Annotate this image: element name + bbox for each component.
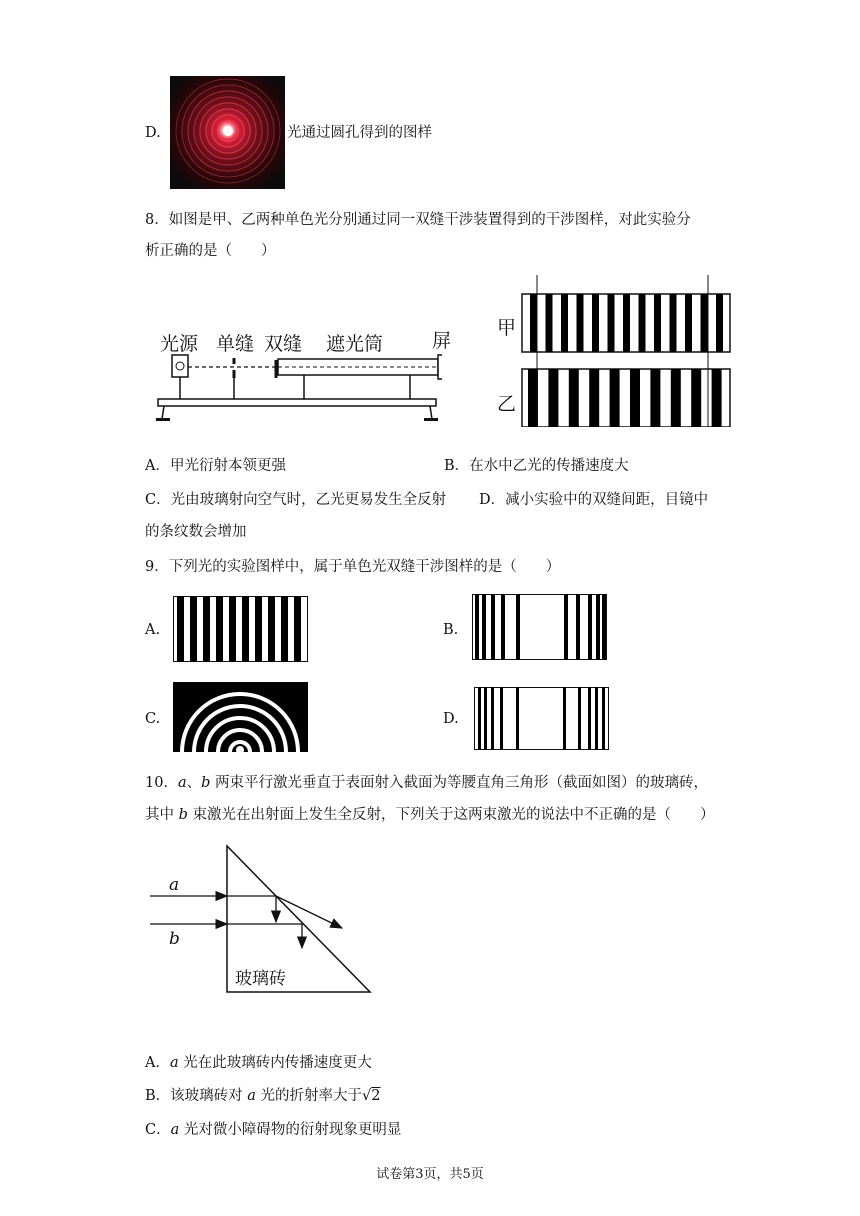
- q10-optC: C．a 光对微小障碍物的衍射现象更明显: [145, 1122, 402, 1138]
- fringe-stripe: [589, 369, 599, 427]
- fringe-stripe: [576, 594, 580, 660]
- fringe-stripe: [516, 594, 520, 660]
- fringe-stripe: [650, 369, 660, 427]
- fringe-stripe: [229, 596, 236, 662]
- q10-optB: B．该玻璃砖对 a 光的折射率大于√2: [145, 1088, 381, 1104]
- fringe-stripe: [516, 687, 519, 750]
- fringe-stripe: [701, 294, 708, 352]
- q9-label-A: A.: [145, 622, 161, 638]
- fringe-stripe: [602, 594, 606, 660]
- q8-optA: A．甲光衍射本领更强: [145, 458, 286, 474]
- fringe-stripe: [561, 294, 568, 352]
- fringe-stripe: [602, 687, 605, 750]
- q8-optB: B．在水中乙光的传播速度大: [444, 458, 629, 474]
- q7-optD-label: D.: [145, 125, 161, 141]
- fringe-pattern-yi: [522, 369, 730, 427]
- q9-label-C: C.: [145, 711, 161, 727]
- q8-optD-line2: 的条纹数会增加: [145, 524, 247, 540]
- fringe-stripe: [484, 687, 487, 750]
- fringe-stripe: [281, 596, 288, 662]
- fringe-stripe: [670, 294, 677, 352]
- q8-optD-line1: D．减小实验中的双缝间距，目镜中: [479, 492, 709, 508]
- q7-optD-text: 光通过圆孔得到的图样: [287, 125, 432, 141]
- q9-label-B: B.: [443, 622, 459, 638]
- fringe-stripe: [242, 596, 249, 662]
- fringe-stripe: [685, 294, 692, 352]
- sqrt-symbol: √2: [362, 1088, 381, 1104]
- fringe-stripe: [578, 687, 581, 750]
- fringe-stripe: [530, 294, 537, 352]
- q9-pattern-A: [173, 596, 308, 662]
- q10-stem-line2: 其中 b 束激光在出射面上发生全反射，下列关于这两束激光的说法中不正确的是（ ）: [145, 807, 715, 823]
- fringe-stripe: [564, 594, 568, 660]
- fringe-stripe: [491, 594, 495, 660]
- fig-label-b: b: [169, 929, 180, 949]
- fringe-stripe: [691, 369, 701, 427]
- fringe-stripe: [475, 594, 479, 660]
- q9-pattern-B: [472, 594, 607, 660]
- fringe-stripe: [491, 687, 494, 750]
- fringe-stripe: [177, 596, 184, 662]
- fringe-stripe: [478, 687, 481, 750]
- double-slit-apparatus-diagram: [152, 322, 442, 424]
- fringe-stripe: [203, 596, 210, 662]
- q10-var-b: b: [201, 775, 211, 791]
- q9-stem: 9．下列光的实验图样中，属于单色光双缝干涉图样的是（ ）: [145, 559, 561, 575]
- fringe-stripe: [588, 687, 591, 750]
- fringe-stripe: [577, 294, 584, 352]
- q10-var-a: a: [177, 775, 187, 791]
- q10-optA: A．a 光在此玻璃砖内传播速度更大: [145, 1055, 372, 1071]
- fringe-stripe: [630, 369, 640, 427]
- label-shade-tube: 遮光筒: [326, 333, 384, 355]
- fringe-stripe: [500, 687, 503, 750]
- prism-glass-brick-diagram: [145, 840, 385, 998]
- fringe-stripe: [716, 294, 723, 352]
- fringe-patterns-jia-yi: [520, 275, 732, 427]
- fringe-stripe: [563, 687, 566, 750]
- fringe-stripe: [216, 596, 223, 662]
- fringe-stripe: [610, 369, 620, 427]
- q10-stem-line1: 10．a、b 两束平行激光垂直于表面射入截面为等腰直角三角形（截面如图）的玻璃砖，: [145, 775, 709, 791]
- fringe-stripe: [654, 294, 661, 352]
- page-footer: 试卷第3页，共5页: [376, 1167, 484, 1182]
- fringe-pattern-jia: [522, 294, 730, 352]
- fringe-stripe: [608, 294, 615, 352]
- q9-pattern-D: [474, 687, 609, 750]
- fringe-stripe: [639, 294, 646, 352]
- fringe-stripe: [671, 369, 681, 427]
- fringe-stripe: [712, 369, 722, 427]
- fringe-stripe: [595, 687, 598, 750]
- q8-stem-line1: 8．如图是甲、乙两种单色光分别通过同一双缝干涉装置得到的干涉图样，对此实验分: [145, 212, 691, 228]
- fringe-stripe: [548, 369, 558, 427]
- fringe-stripe: [588, 594, 592, 660]
- fringe-stripe: [596, 594, 600, 660]
- q8-stem-line2: 析正确的是（ ）: [145, 243, 276, 259]
- fringe-stripe: [268, 596, 275, 662]
- label-jia: 甲: [497, 317, 517, 339]
- label-screen-text: 屏: [432, 330, 452, 352]
- fringe-stripe: [255, 596, 262, 662]
- fringe-stripe: [190, 596, 197, 662]
- fig-label-glass: 玻璃砖: [235, 969, 286, 989]
- fringe-stripe: [623, 294, 630, 352]
- label-single-slit: 单缝: [216, 333, 255, 355]
- fringe-stripe: [294, 596, 301, 662]
- fringe-stripe: [592, 294, 599, 352]
- q8-optC: C．光由玻璃射向空气时，乙光更易发生全反射: [145, 492, 447, 508]
- fig-label-a: a: [169, 875, 180, 895]
- fringe-stripe: [569, 369, 579, 427]
- q9-pattern-C: [173, 682, 308, 752]
- fringe-stripe: [501, 594, 505, 660]
- circular-aperture-diffraction-image: [170, 76, 285, 189]
- label-yi: 乙: [497, 393, 517, 415]
- label-double-slit: 双缝: [264, 333, 303, 355]
- fringe-stripe: [546, 294, 553, 352]
- fringe-stripe: [482, 594, 486, 660]
- label-light-source: 光源: [160, 333, 199, 355]
- q9-label-D: D.: [443, 711, 459, 727]
